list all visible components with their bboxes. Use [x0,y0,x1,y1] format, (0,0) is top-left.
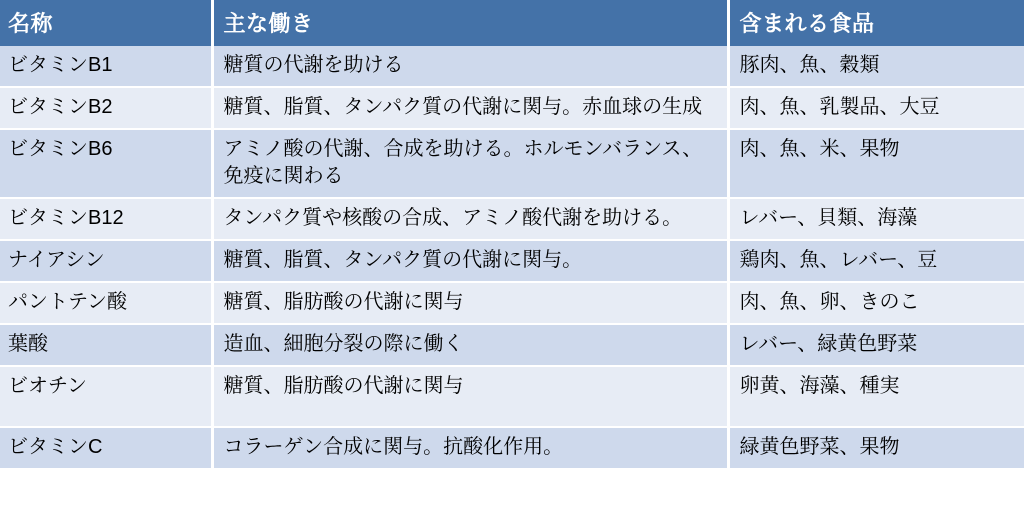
cell-name: パントテン酸 [0,282,212,324]
cell-foods: 緑黄色野菜、果物 [728,427,1024,469]
cell-function: アミノ酸の代謝、合成を助ける。ホルモンバランス、免疫に関わる [212,129,728,198]
table-row [0,87,1024,129]
column-header-name: 名称 [0,0,212,46]
cell-name: ビタミンB6 [0,129,212,198]
cell-foods: 鶏肉、魚、レバー、豆 [728,240,1024,282]
cell-function: 糖質の代謝を助ける [212,46,728,87]
column-header-foods: 含まれる食品 [728,0,1024,46]
table-row [0,198,1024,240]
cell-function: 糖質、脂肪酸の代謝に関与 [212,282,728,324]
cell-foods: レバー、貝類、海藻 [728,198,1024,240]
cell-foods: 卵黄、海藻、種実 [728,366,1024,427]
cell-name: ビタミンB1 [0,46,212,87]
cell-foods: 豚肉、魚、穀類 [728,46,1024,87]
table-row [0,46,1024,87]
table-header [0,0,1024,46]
table-header-row [0,0,1024,46]
table-row [0,129,1024,198]
cell-function: タンパク質や核酸の合成、アミノ酸代謝を助ける。 [212,198,728,240]
table-row [0,240,1024,282]
cell-foods: 肉、魚、卵、きのこ [728,282,1024,324]
table-body [0,46,1024,469]
table-row [0,324,1024,366]
table-row [0,427,1024,469]
cell-foods: 肉、魚、乳製品、大豆 [728,87,1024,129]
cell-function: 造血、細胞分裂の際に働く [212,324,728,366]
table-row [0,282,1024,324]
table-row [0,366,1024,427]
cell-function: コラーゲン合成に関与。抗酸化作用。 [212,427,728,469]
cell-name: ビタミンC [0,427,212,469]
column-header-function: 主な働き [212,0,728,46]
cell-name: ビタミンB12 [0,198,212,240]
cell-foods: 肉、魚、米、果物 [728,129,1024,198]
cell-name: ナイアシン [0,240,212,282]
cell-name: ビオチン [0,366,212,427]
cell-function: 糖質、脂肪酸の代謝に関与 [212,366,728,427]
cell-foods: レバー、緑黄色野菜 [728,324,1024,366]
cell-name: 葉酸 [0,324,212,366]
cell-function: 糖質、脂質、タンパク質の代謝に関与。 [212,240,728,282]
cell-name: ビタミンB2 [0,87,212,129]
cell-function: 糖質、脂質、タンパク質の代謝に関与。赤血球の生成 [212,87,728,129]
